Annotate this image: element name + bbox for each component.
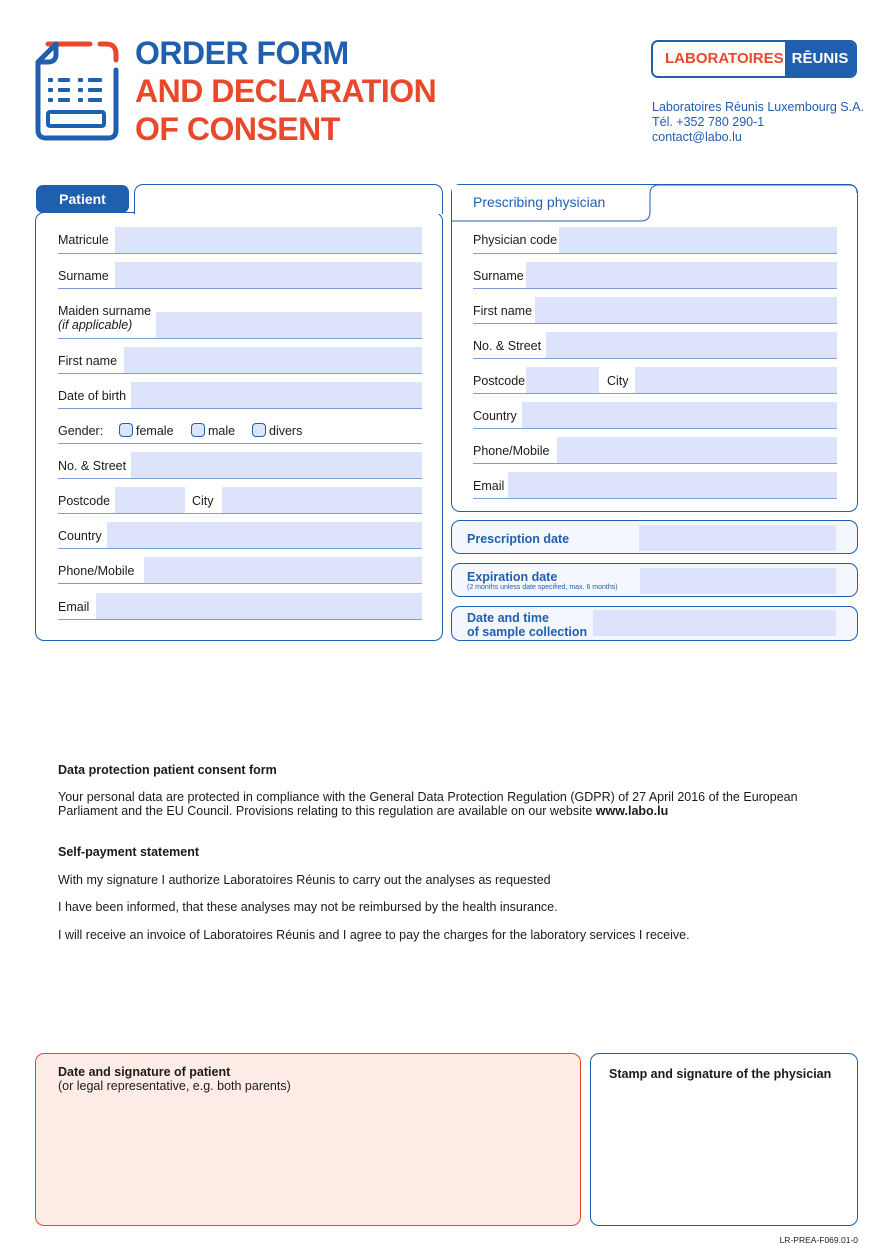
physician-postcode-label: Postcode — [473, 374, 526, 388]
physician-code-row — [473, 227, 837, 254]
patient-signature-heading: Date and signature of patient — [58, 1065, 231, 1079]
physician-tab: Prescribing physician — [473, 194, 606, 210]
gdpr-text-line-2-prefix: Parliament and the EU Council. Provisions relating to this regulation are available on our website — [58, 804, 596, 818]
selfpay-heading: Self-payment statement — [58, 845, 200, 859]
matricule-field[interactable] — [115, 227, 422, 253]
maiden-note: (if applicable) — [58, 318, 133, 332]
maiden-surname-field[interactable] — [156, 312, 422, 338]
document-reference: LR-PREA-F069.01-0 — [779, 1235, 858, 1245]
physician-email-label: Email — [473, 479, 505, 493]
patient-signature-box[interactable] — [35, 1053, 581, 1226]
gender-female-checkbox[interactable] — [119, 423, 133, 437]
maiden-surname-label: Maiden surname — [58, 304, 152, 318]
street-field[interactable] — [131, 452, 422, 478]
patient-phone-row — [58, 557, 422, 584]
form-document-icon — [34, 40, 120, 142]
patient-matricule-row — [58, 227, 422, 254]
patient-dob-row — [58, 382, 422, 409]
physician-phone-label: Phone/Mobile — [473, 444, 550, 458]
physician-surname-field[interactable] — [526, 262, 837, 288]
email-field[interactable] — [96, 593, 422, 619]
gender-male-label: male — [208, 424, 236, 438]
gdpr-text-line-1: Your personal data are protected in compliance with the General Data Protection Regulation (GDPR) of 27 April 2016 of the European — [58, 790, 798, 804]
gender-male-checkbox[interactable] — [191, 423, 205, 437]
city-label: City — [192, 494, 214, 508]
patient-email-row — [58, 593, 422, 620]
surname-field[interactable] — [115, 262, 422, 288]
dob-field[interactable] — [131, 382, 422, 408]
company-phone: Tél. +352 780 290-1 — [652, 115, 765, 129]
gender-divers-checkbox[interactable] — [252, 423, 266, 437]
gdpr-heading: Data protection patient consent form — [58, 763, 277, 777]
dob-label: Date of birth — [58, 389, 127, 403]
expiration-date-field[interactable] — [640, 568, 836, 594]
phone-label: Phone/Mobile — [58, 564, 135, 578]
gender-label: Gender: — [58, 424, 104, 438]
physician-phone-field[interactable] — [557, 437, 837, 463]
expiration-date-box — [451, 563, 858, 597]
physician-country-label: Country — [473, 409, 517, 423]
patient-signature-note: (or legal representative, e.g. both parents) — [58, 1079, 291, 1093]
patient-gender-row — [58, 417, 422, 444]
patient-postcode-row — [58, 487, 422, 514]
physician-surname-label: Surname — [473, 269, 524, 283]
city-field[interactable] — [222, 487, 422, 513]
physician-country-field[interactable] — [522, 402, 837, 428]
physician-city-label: City — [607, 374, 629, 388]
physician-first-name-label: First name — [473, 304, 533, 318]
physician-signature-box[interactable] — [590, 1053, 858, 1226]
company-name: Laboratoires Réunis Luxembourg S.A. — [652, 100, 864, 114]
country-label: Country — [58, 529, 102, 543]
physician-postcode-field[interactable] — [526, 367, 599, 393]
gender-female-label: female — [136, 424, 174, 438]
physician-city-field[interactable] — [635, 367, 837, 393]
postcode-label: Postcode — [58, 494, 111, 508]
logo-text-2: RĒUNIS — [785, 42, 855, 76]
prescription-date-label: Prescription date — [467, 532, 570, 546]
logo-text-1: LABORATOIRES — [653, 42, 785, 76]
prescription-date-field[interactable] — [639, 525, 836, 551]
physician-email-field[interactable] — [508, 472, 837, 498]
sample-collection-box — [451, 606, 858, 641]
physician-street-label: No. & Street — [473, 339, 542, 353]
physician-street-field[interactable] — [546, 332, 837, 358]
company-logo — [651, 40, 857, 78]
country-field[interactable] — [107, 522, 422, 548]
physician-surname-row — [473, 262, 837, 289]
expiration-date-label: Expiration date — [467, 570, 558, 584]
first-name-field[interactable] — [124, 347, 422, 373]
patient-firstname-row — [58, 347, 422, 374]
first-name-label: First name — [58, 354, 118, 368]
gender-divers-label: divers — [269, 424, 303, 438]
patient-country-row — [58, 522, 422, 549]
title-line-2: AND DECLARATION — [135, 73, 437, 109]
sample-collection-label-1: Date and time — [467, 611, 549, 625]
patient-maiden-row — [58, 304, 422, 339]
physician-email-row — [473, 472, 837, 499]
contact-block — [652, 100, 864, 145]
phone-field[interactable] — [144, 557, 422, 583]
gdpr-text-line-2 — [58, 804, 668, 818]
physician-code-field[interactable] — [559, 227, 837, 253]
title-line-3: OF CONSENT — [135, 111, 340, 147]
expiration-date-note: (2 months unless date specified, max. 6 months) — [467, 584, 618, 591]
selfpay-line-1: With my signature I authorize Laboratoires Réunis to carry out the analyses as requested — [58, 873, 551, 887]
physician-postcode-row — [473, 367, 837, 394]
postcode-field[interactable] — [115, 487, 185, 513]
gdpr-website-link[interactable]: www.labo.lu — [595, 804, 669, 818]
matricule-label: Matricule — [58, 233, 109, 247]
patient-tab-frame — [134, 184, 443, 214]
title-line-1: ORDER FORM — [135, 35, 349, 71]
physician-phone-row — [473, 437, 837, 464]
selfpay-line-3: I will receive an invoice of Laboratoires Réunis and I agree to pay the charges for the laboratory services I receive. — [58, 928, 690, 942]
patient-street-row — [58, 452, 422, 479]
patient-tab: Patient — [36, 185, 129, 213]
sample-collection-label-2: of sample collection — [467, 625, 588, 639]
sample-collection-field[interactable] — [593, 610, 836, 636]
selfpay-line-2: I have been informed, that these analyses may not be reimbursed by the health insurance. — [58, 900, 558, 914]
physician-country-row — [473, 402, 837, 429]
prescription-date-box — [451, 520, 858, 554]
physician-first-name-field[interactable] — [535, 297, 837, 323]
company-email: contact@labo.lu — [652, 130, 742, 144]
physician-code-label: Physician code — [473, 233, 558, 247]
surname-label: Surname — [58, 269, 109, 283]
patient-surname-row — [58, 262, 422, 289]
physician-signature-heading: Stamp and signature of the physician — [609, 1067, 832, 1081]
physician-firstname-row — [473, 297, 837, 324]
street-label: No. & Street — [58, 459, 127, 473]
email-label: Email — [58, 600, 90, 614]
physician-street-row — [473, 332, 837, 359]
